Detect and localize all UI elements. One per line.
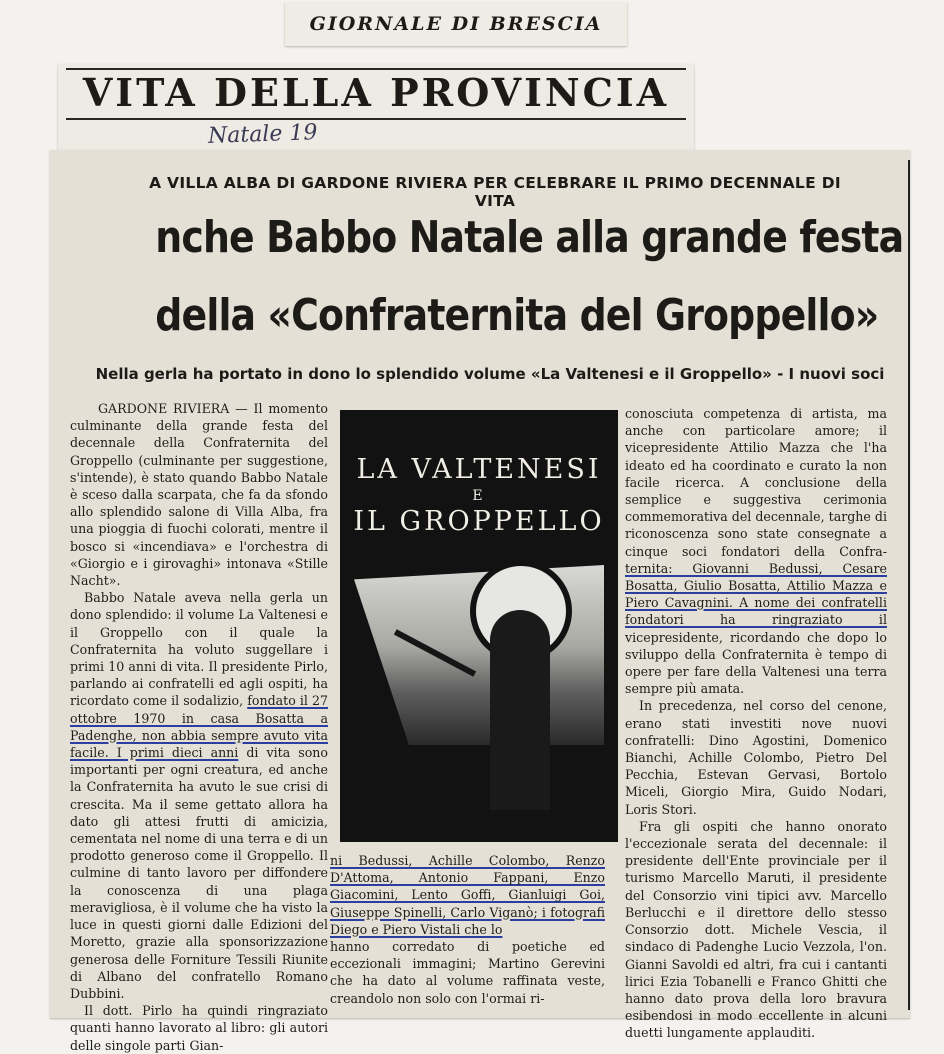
article-subhead: Nella gerla ha portato in dono lo splendido volume «La Valtenesi e il Groppello» - I nuovi soci: [95, 365, 885, 383]
underlined-text: fondato il 27 ottobre 1970 in casa Bosatta a Padenghe, non abbia sempre avuto vita facile. I primi dieci anni: [70, 693, 329, 761]
headline-line-1: nche Babbo Natale alla grande festa: [155, 212, 904, 263]
clipping-edge-line: [902, 160, 910, 1010]
underlined-paragraph: ni Bedussi, Achille Colombo, Renzo D'Attoma, Antonio Fappani, Enzo Giacomini, Lento Goffi, Gianluigi Goi, Giuseppe Spinelli, Carlo Viganò; i fotografi Diego e Piero Vistali che lo: [330, 853, 605, 937]
handwritten-note: Natale 19: [207, 120, 318, 149]
bottom-rule: [66, 118, 686, 120]
cover-figure-silhouette: [490, 610, 550, 810]
text-run: di vita sono importanti per ogni creatura, ed anche la Confraternita ha avuto le sue crisi di crescita. Ma il seme gettato allora ha dato gli attesi frutti di amicizia, cementata nel nome di una terra e di un prodotto generoso come il Groppello. Il culmine di tanto lavoro per diffondere la conoscenza di una plaga meravigliosa, è il volume che ha visto la luce in questi giorni dalle Edizioni del Moretto, grazie alla sponsorizzazione generosa delle Forniture Tessili Riunite di Albano del confratello Romano Dubbini.: [70, 745, 328, 1001]
underlined-text: ternita: Giovanni Bedussi, Cesare Bosatta, Giulio Bosatta, Attilio Mazza e Piero Cavagnini. A nome dei confratelli fondatori ha ringraziato il: [625, 560, 887, 628]
text-run: conosciuta competenza di artista, ma anche con particolare amore; il vicepresidente Attilio Mazza che l'ha ideato ed ha coordinato e curato la non facile ricerca. A conclusione della semplice e suggestiva cerimonia commemorativa del decennale, targhe di riconoscenza sono state consegnate a cinque soci fondatori della Confra-: [625, 406, 887, 559]
article-column-2: [330, 852, 605, 1007]
text-run: Babbo Natale aveva nella gerla un dono splendido: il volume La Valtenesi e il Groppello con il quale la Confraternita ha voluto suggellare i primi 10 anni di vita. Il presidente Pirlo, parlando ai confratelli ed agli ospiti, ha ricordato come il sodalizio,: [70, 590, 328, 709]
book-title-line-2: E: [472, 488, 486, 504]
book-title-line-3: IL GROPPELLO: [353, 506, 605, 537]
paragraph: GARDONE RIVIERA — Il momento culminante della grande festa del decennale della Confraternita del Groppello (culminante per suggestione, s'intende), è stato quando Babbo Natale è sceso dalla scarpata, che fa da sfondo allo splendido salone di Villa Alba, fra una pioggia di fuochi colorati, mentre il bosco si «incendiava» e l'orchestra di «Giorgio e i girovaghi» intonava «Stille Nacht».: [70, 401, 328, 589]
paragraph: [70, 589, 328, 1002]
article-column-1: [70, 400, 328, 1054]
text-run: vicepresidente, ricordando che dopo lo sviluppo della Confraternita è tempo di opere per fare della Valtenesi una terra sempre più amata.: [625, 629, 887, 697]
paragraph: Fra gli ospiti che hanno onorato l'eccezionale serata del decennale: il presidente dell'Ente provinciale per il turismo Marcello Maruti, il presidente del Consorzio vini tipici avv. Marcello Berlucchi e il direttore dello stesso Consorzio dott. Michele Vescia, il sindaco di Padenghe Lucio Vezzola, l'on. Gianni Savoldi ed altri, fra cui i cantanti lirici Ezia Tobanelli e Franco Ghitti che hanno dato prova della loro bravura esibendosi in modo eccellente in alcuni duetti lungamente applauditi.: [625, 818, 887, 1041]
article-column-3: [625, 405, 887, 1042]
newspaper-masthead: [285, 2, 627, 46]
paragraph: [625, 405, 887, 697]
article-clipping: [50, 150, 910, 1053]
paragraph: hanno corredato di poetiche ed eccezionali immagini; Martino Gerevini che ha dato al volume raffinata veste, creandolo non solo con l'ormai ri-: [330, 939, 605, 1006]
book-cover-image: [340, 410, 618, 842]
headline-line-2: della «Confraternita del Groppello»: [155, 290, 879, 341]
section-header: [58, 64, 694, 152]
book-title-line-1: LA VALTENESI: [356, 454, 602, 485]
paragraph: Il dott. Pirlo ha quindi ringraziato quanti hanno lavorato al libro: gli autori delle singole parti Gian-: [70, 1003, 328, 1053]
paragraph: In precedenza, nel corso del cenone, erano stati investiti nove nuovi confratelli: Dino Agostini, Domenico Bianchi, Achille Colombo, Pietro Del Pecchia, Estevan Gervasi, Bortolo Miceli, Giorgio Mira, Guido Nodari, Loris Stori.: [625, 698, 887, 817]
section-title: VITA DELLA PROVINCIA: [82, 70, 670, 115]
masthead-text: GIORNALE DI BRESCIA: [309, 13, 603, 35]
article-kicker: A VILLA ALBA DI GARDONE RIVIERA PER CELEBRARE IL PRIMO DECENNALE DI VITA: [149, 174, 841, 210]
